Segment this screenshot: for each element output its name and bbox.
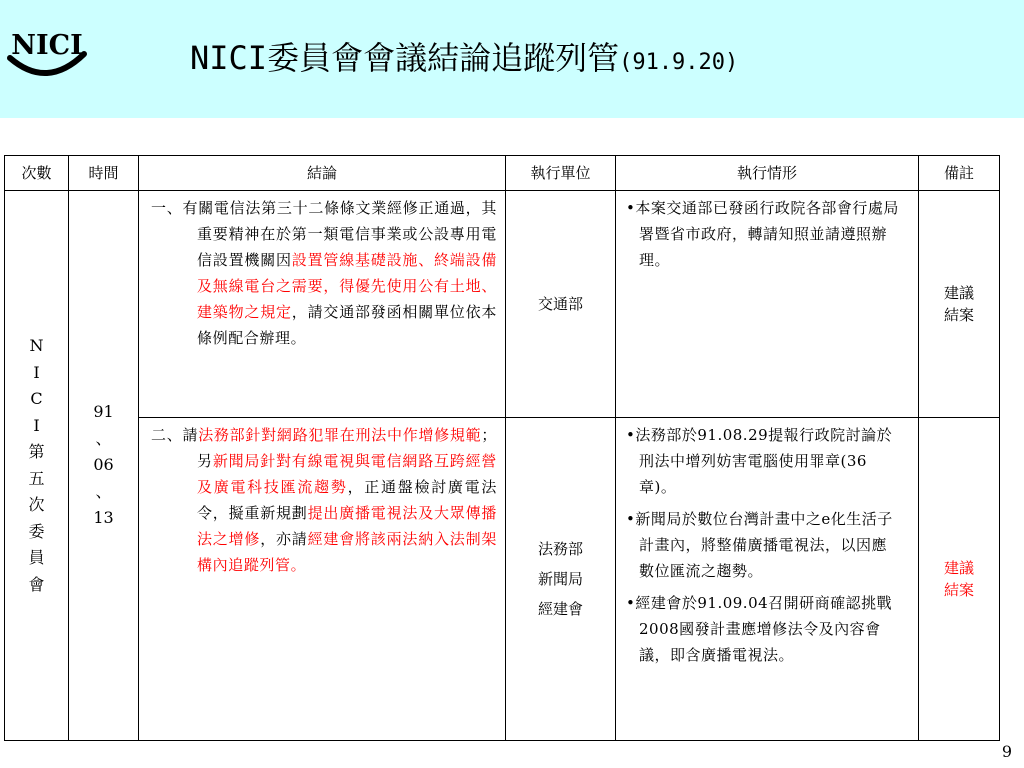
status-item: •經建會於91.09.04召開研商確認挑戰2008國發計畫應增修法令及內容會議，即含廣播電視法。 — [626, 594, 893, 664]
unit-name: 新聞局 — [537, 570, 583, 588]
session-char: I — [33, 362, 40, 382]
session-char: 次 — [28, 495, 45, 514]
time-part: 06 — [93, 455, 114, 475]
column-header-count: 次數 — [5, 156, 69, 191]
column-header-note: 備註 — [919, 156, 1000, 191]
session-char: I — [33, 415, 40, 435]
conclusion-segment: ，請交通部發函相關單位依本條例配合辦理。 — [197, 303, 497, 347]
title-date: (91.9.20) — [619, 50, 739, 75]
status-cell-1 — [616, 191, 919, 418]
nici-logo — [4, 18, 90, 80]
time-part: 、 — [95, 481, 112, 501]
session-char: 會 — [28, 574, 45, 594]
table-row — [5, 191, 1000, 418]
session-char: 委 — [28, 521, 45, 541]
note-text: 建議 — [943, 284, 974, 302]
time-part: 13 — [93, 508, 114, 528]
conclusion-cell-2 — [139, 418, 506, 741]
conclusion-segment: 二、請 — [151, 426, 199, 444]
status-item: •法務部於91.08.29提報行政院討論於刑法中增列妨害電腦使用罪章(36章)。 — [626, 426, 893, 496]
note-text: 結案 — [943, 581, 974, 599]
column-header-conclusion: 結論 — [139, 156, 506, 191]
page-title — [190, 38, 738, 83]
conclusion-highlight: 提出廣播電視法及大眾傳播法之增修 — [197, 504, 498, 548]
table-header-row — [5, 156, 1000, 191]
column-header-unit: 執行單位 — [506, 156, 616, 191]
conclusion-segment: 一、有關電信法第三十二條條文業經修正通過，其重要精神在於第一類電信事業或公設專用電信設置機關因 — [151, 199, 497, 269]
conclusion-highlight: 新聞局針對有線電視與電信網路互跨經營及廣電科技匯流趨勢 — [197, 452, 497, 496]
time-part: 、 — [95, 428, 112, 448]
conclusion-segment: ，正通盤檢討廣電法令，擬重新規劃 — [197, 478, 497, 522]
session-char: 五 — [28, 468, 45, 488]
session-char: 第 — [28, 442, 45, 461]
unit-name: 經建會 — [537, 600, 583, 618]
tracking-table — [4, 155, 1000, 741]
session-char: N — [29, 336, 44, 355]
conclusion-highlight: 法務部針對網路犯罪在刑法中作增修規範 — [198, 426, 482, 444]
time-cell — [69, 191, 139, 741]
note-cell-2 — [919, 418, 1000, 741]
unit-name: 法務部 — [537, 540, 583, 558]
page-number: 9 — [1001, 742, 1012, 761]
session-cell — [5, 191, 69, 741]
note-text: 結案 — [943, 306, 974, 324]
session-char: 員 — [28, 548, 45, 567]
status-item: •本案交通部已發函行政院各部會行處局署暨省市政府，轉請知照並請遵照辦理。 — [626, 199, 899, 269]
unit-name: 交通部 — [537, 295, 583, 313]
status-cell-2 — [616, 418, 919, 741]
svg-text:NICI: NICI — [11, 30, 83, 61]
time-part: 91 — [93, 402, 114, 422]
conclusion-segment: ，亦請 — [260, 530, 308, 548]
conclusion-text — [151, 422, 497, 578]
unit-cell-1 — [506, 191, 616, 418]
column-header-status: 執行情形 — [616, 156, 919, 191]
conclusion-cell-1 — [139, 191, 506, 418]
table-row — [5, 418, 1000, 741]
conclusion-text — [151, 195, 497, 351]
session-char: C — [30, 389, 43, 408]
unit-cell-2 — [506, 418, 616, 741]
header-band — [0, 0, 1024, 118]
status-item: •新聞局於數位台灣計畫中之e化生活子計畫內，將整備廣播電視法，以因應數位匯流之趨勢。 — [626, 510, 893, 580]
conclusion-highlight: 經建會將該兩法納入法制架構內追蹤列管。 — [197, 530, 497, 574]
note-cell-1 — [919, 191, 1000, 418]
conclusion-highlight: 設置管線基礎設施、終端設備及無線電台之需要，得優先使用公有土地、建築物之規定 — [197, 251, 497, 321]
title-text: NICI委員會會議結論追蹤列管 — [190, 39, 620, 77]
note-text: 建議 — [943, 559, 974, 577]
conclusion-segment: ；另 — [197, 426, 497, 470]
column-header-time: 時間 — [69, 156, 139, 191]
